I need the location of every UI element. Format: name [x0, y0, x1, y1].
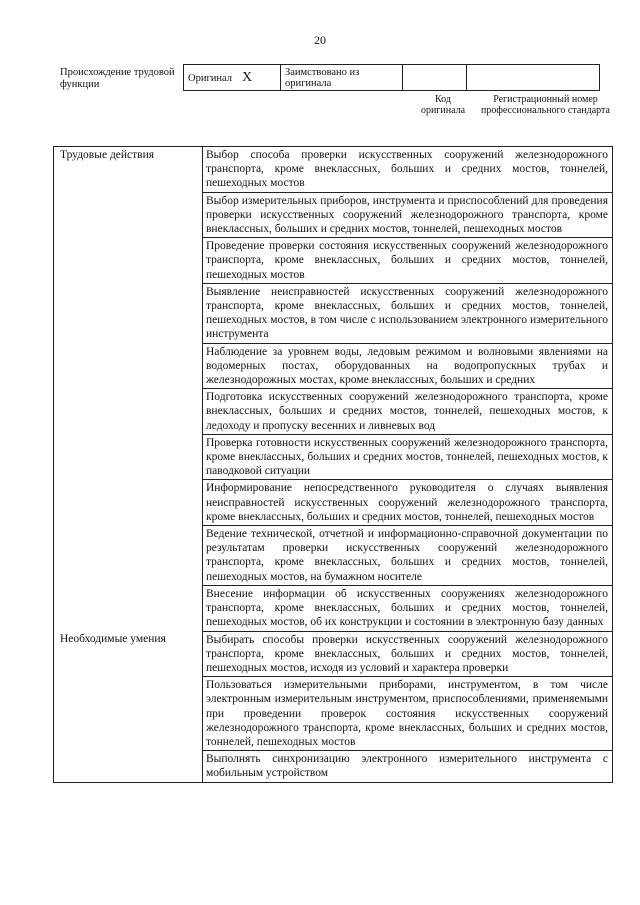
- skill-item: Выбирать способы проверки искусственных сооружений железнодорожного транспорта, кроме внеклассных, больших и средних мостов, тоннелей, пешеходных мостов, исходя из условий и характера проверки: [203, 631, 613, 677]
- reg-number-caption: Регистрационный номер профессионального стандарта: [481, 94, 610, 116]
- original-mark: X: [242, 69, 253, 85]
- function-table: [53, 146, 613, 783]
- labor-action-item: Выбор измерительных приборов, инструмента и приспособлений для проведения проверки искусственных сооружений железнодорожного транспорта, кроме внеклассных, больших и средних мостов, тоннелей, пешеходных мостов: [203, 192, 613, 238]
- labor-action-item: Проверка готовности искусственных сооружений железнодорожного транспорта, кроме внеклассных, больших и средних мостов, тоннелей, пешеходных мостов, к паводковой ситуации: [203, 434, 613, 480]
- original-label: Оригинал: [188, 72, 232, 84]
- labor-action-item: Выявление неисправностей искусственных сооружений железнодорожного транспорта, кроме внеклассных, больших и средних мостов, тоннелей, пешеходных мостов, в том числе с использованием электронного измерительного инструмента: [203, 283, 613, 343]
- table-row: [54, 147, 613, 193]
- origin-label: Происхождение трудовой функции: [60, 67, 175, 90]
- page-number: 20: [314, 33, 326, 47]
- labor-action-item: Проведение проверки состояния искусственных сооружений железнодорожного транспорта, кроме внеклассных, больших и средних мостов, тоннелей, пешеходных мостов: [203, 238, 613, 284]
- skill-item: Выполнять синхронизацию электронного измерительного инструмента с мобильным устройством: [203, 751, 613, 782]
- borrowed-cell: Заимствовано из оригинала: [281, 65, 403, 91]
- labor-action-item: Информирование непосредственного руководителя о случаях выявления неисправностей искусственных сооружений железнодорожного транспорта, кроме внеклассных, больших и средних мостов, тоннелей, пешеходных мостов: [203, 480, 613, 526]
- labor-action-item: Наблюдение за уровнем воды, ледовым режимом и волновыми явлениями на водомерных постах, оборудованных на водопропускных трубах и железнодорожных мостах, кроме внеклассных, больших и средних: [203, 343, 613, 389]
- table-row: [54, 631, 613, 677]
- reg-number-cell: [467, 65, 600, 91]
- labor-action-item: Подготовка искусственных сооружений железнодорожного транспорта, кроме внеклассных, больших и средних мостов, тоннелей, пешеходных мостов, к ледоходу и пропуску весенних и ливневых вод: [203, 389, 613, 435]
- code-caption: Код оригинала: [420, 94, 466, 116]
- skill-item: Пользоваться измерительными приборами, инструментом, в том числе электронным измерительным инструментом, приспособлениями, применяемыми при проведении проверок состояния искусственных сооружений железнодорожного транспорта, кроме внеклассных, больших и средних мостов, тоннелей, пешеходных мостов: [203, 677, 613, 751]
- section-label-skills: Необходимые умения: [54, 631, 203, 782]
- section-label-labor-actions: Трудовые действия: [54, 147, 203, 632]
- original-cell: [184, 65, 281, 91]
- labor-action-item: Ведение технической, отчетной и информационно-справочной документации по результатам проверки искусственных сооружений железнодорожного транспорта, кроме внеклассных, больших и средних мостов, тоннелей, пешеходных мостов, на бумажном носителе: [203, 526, 613, 586]
- origin-table: [183, 64, 600, 91]
- code-cell: [403, 65, 467, 91]
- labor-action-item: Выбор способа проверки искусственных сооружений железнодорожного транспорта, кроме внеклассных, больших и средних мостов, тоннелей, пешеходных мостов: [203, 147, 613, 193]
- labor-action-item: Внесение информации об искусственных сооружениях железнодорожного транспорта, кроме внеклассных, больших и средних мостов, тоннелей, пешеходных мостов, об их конструкции и состоянии в электронную базу данных: [203, 585, 613, 631]
